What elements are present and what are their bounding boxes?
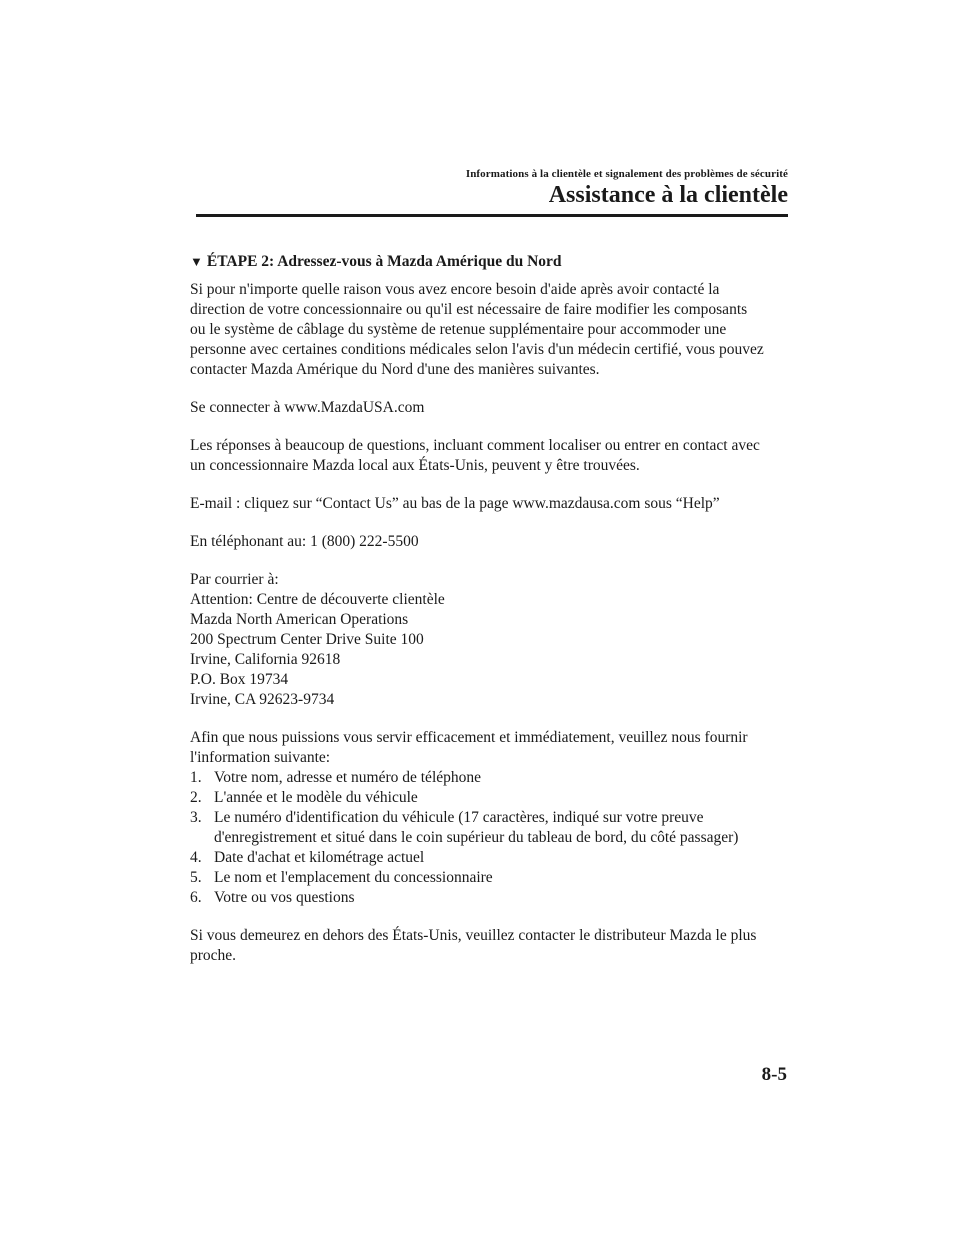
- mail-line: Attention: Centre de découverte clientèle: [190, 591, 445, 608]
- mail-line: Irvine, California 92618: [190, 651, 341, 668]
- info-intro-line: l'information suivante:: [190, 749, 331, 766]
- outside-us-paragraph: [190, 926, 790, 966]
- section-heading: [190, 252, 790, 272]
- list-item-text: Date d'achat et kilométrage actuel: [214, 849, 425, 866]
- intro-line: Si pour n'importe quelle raison vous avez encore besoin d'aide après avoir contacté la: [190, 281, 720, 298]
- list-item: [190, 768, 790, 788]
- intro-line: direction de votre concessionnaire ou qu'il est nécessaire de faire modifier les composants: [190, 301, 748, 318]
- list-item-text: L'année et le modèle du véhicule: [214, 789, 418, 806]
- info-intro: [190, 728, 790, 768]
- web-description-line: Les réponses à beaucoup de questions, incluant comment localiser ou entrer en contact avec: [190, 437, 760, 454]
- header-rule: [196, 214, 788, 217]
- mail-line: Mazda North American Operations: [190, 611, 409, 628]
- mail-line: Par courrier à:: [190, 571, 279, 588]
- intro-line: contacter Mazda Amérique du Nord d'une des manières suivantes.: [190, 361, 600, 378]
- content: [190, 252, 790, 984]
- mail-line: 200 Spectrum Center Drive Suite 100: [190, 631, 424, 648]
- list-item-number: 2.: [190, 789, 202, 806]
- intro-paragraph: [190, 280, 790, 380]
- list-item-text: d'enregistrement et situé dans le coin supérieur du tableau de bord, du côté passager): [214, 829, 739, 846]
- list-item-number: 4.: [190, 849, 202, 866]
- list-item-number: 3.: [190, 809, 202, 826]
- mail-address-block: [190, 570, 790, 710]
- list-item: [190, 808, 790, 848]
- info-intro-line: Afin que nous puissions vous servir efficacement et immédiatement, veuillez nous fournir: [190, 729, 748, 746]
- list-item-number: 6.: [190, 889, 202, 906]
- list-item-text: Le numéro d'identification du véhicule (17 caractères, indiqué sur votre preuve: [214, 809, 704, 826]
- list-item: [190, 888, 790, 908]
- mail-line: P.O. Box 19734: [190, 671, 289, 688]
- mail-line: Irvine, CA 92623-9734: [190, 691, 335, 708]
- list-item: [190, 788, 790, 808]
- info-list: [190, 768, 790, 908]
- list-item-number: 1.: [190, 769, 202, 786]
- email-paragraph: E-mail : cliquez sur “Contact Us” au bas de la page www.mazdausa.com sous “Help”: [190, 495, 720, 512]
- web-description-line: un concessionnaire Mazda local aux États-Unis, peuvent y être trouvées.: [190, 457, 640, 474]
- list-item: [190, 848, 790, 868]
- list-item-text: Votre ou vos questions: [214, 889, 355, 906]
- list-item: [190, 868, 790, 888]
- triangle-down-icon: ▼: [190, 254, 203, 269]
- web-paragraph: Se connecter à www.MazdaUSA.com: [190, 399, 425, 416]
- list-item-number: 5.: [190, 869, 202, 886]
- running-header-subtitle: Informations à la clientèle et signalement des problèmes de sécurité: [465, 168, 788, 180]
- section-heading-text: ÉTAPE 2: Adressez-vous à Mazda Amérique du Nord: [206, 253, 562, 270]
- list-item-text: Le nom et l'emplacement du concessionnaire: [214, 869, 493, 886]
- intro-line: ou le système de câblage du système de retenue supplémentaire pour accommoder une: [190, 321, 727, 338]
- intro-line: personne avec certaines conditions médicales selon l'avis d'un médecin certifié, vous pouvez: [190, 341, 764, 358]
- page-title: Assistance à la clientèle: [548, 182, 788, 208]
- phone-paragraph: En téléphonant au: 1 (800) 222-5500: [190, 533, 419, 550]
- page-number: 8-5: [761, 1064, 787, 1085]
- web-description-paragraph: [190, 436, 790, 476]
- outside-us-line: Si vous demeurez en dehors des États-Unis, veuillez contacter le distributeur Mazda le plus: [190, 927, 757, 944]
- outside-us-line: proche.: [190, 947, 237, 964]
- list-item-text: Votre nom, adresse et numéro de téléphone: [214, 769, 482, 786]
